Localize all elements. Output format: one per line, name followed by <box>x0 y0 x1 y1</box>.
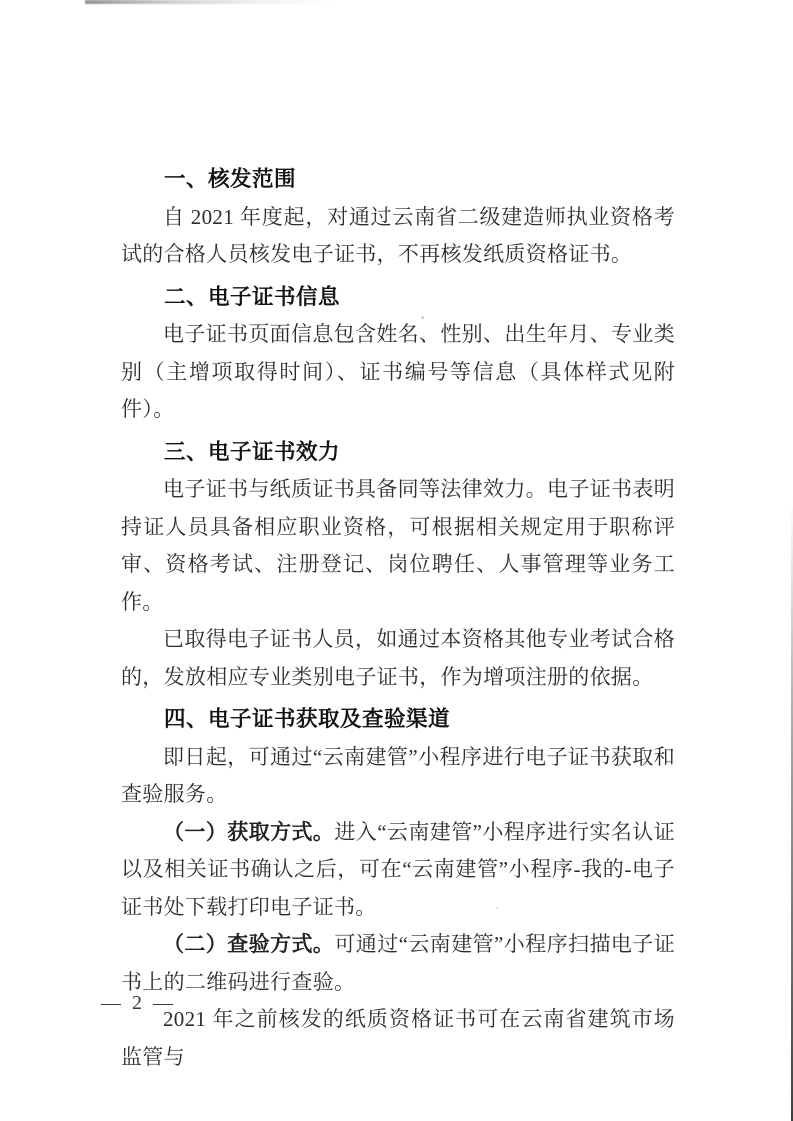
page-number: — 2 — <box>101 992 176 1014</box>
section-heading: 二、电子证书信息 <box>164 284 341 309</box>
paragraph: 即日起，可通过“云南建管”小程序进行电子证书获取和查验服务。 <box>121 744 675 806</box>
section-heading: 三、电子证书效力 <box>164 439 341 464</box>
paragraph-lead: （二）查验方式。 <box>163 932 335 956</box>
paragraph: 电子证书页面信息包含姓名、性别、出生年月、专业类别（主增项取得时间）、证书编号等信息（具体样式见附件）。 <box>121 322 675 421</box>
paragraph: 自 2021 年度起，对通过云南省二级建造师执业资格考试的合格人员核发电子证书，不再核发纸质资格证书。 <box>121 204 675 266</box>
paragraph: （一）获取方式。进入“云南建管”小程序进行实名认证以及相关证书确认之后，可在“云南建管”小程序-我的-电子证书处下载打印电子证书。 <box>121 819 675 919</box>
paragraph: 2021 年之前核发的纸质资格证书可在云南省建筑市场监管与 <box>121 1007 675 1069</box>
paragraph: 电子证书与纸质证书具备同等法律效力。电子证书表明持证人员具备相应职业资格，可根据相关规定用于职称评审、资格考试、注册登记、岗位聘任、人事管理等业务工作。 <box>121 477 675 614</box>
paragraph: （二）查验方式。可通过“云南建管”小程序扫描电子证书上的二维码进行查验。 <box>121 932 675 994</box>
section-heading: 一、核发范围 <box>164 167 297 191</box>
document-body <box>121 156 675 1076</box>
paragraph: 已取得电子证书人员，如通过本资格其他专业考试合格的，发放相应专业类别电子证书，作为增项注册的依据。 <box>121 627 675 689</box>
section-heading: 四、电子证书获取及查验渠道 <box>164 707 451 731</box>
scan-artifact-top-streak <box>85 0 335 4</box>
paragraph-lead: （一）获取方式。 <box>163 819 335 844</box>
